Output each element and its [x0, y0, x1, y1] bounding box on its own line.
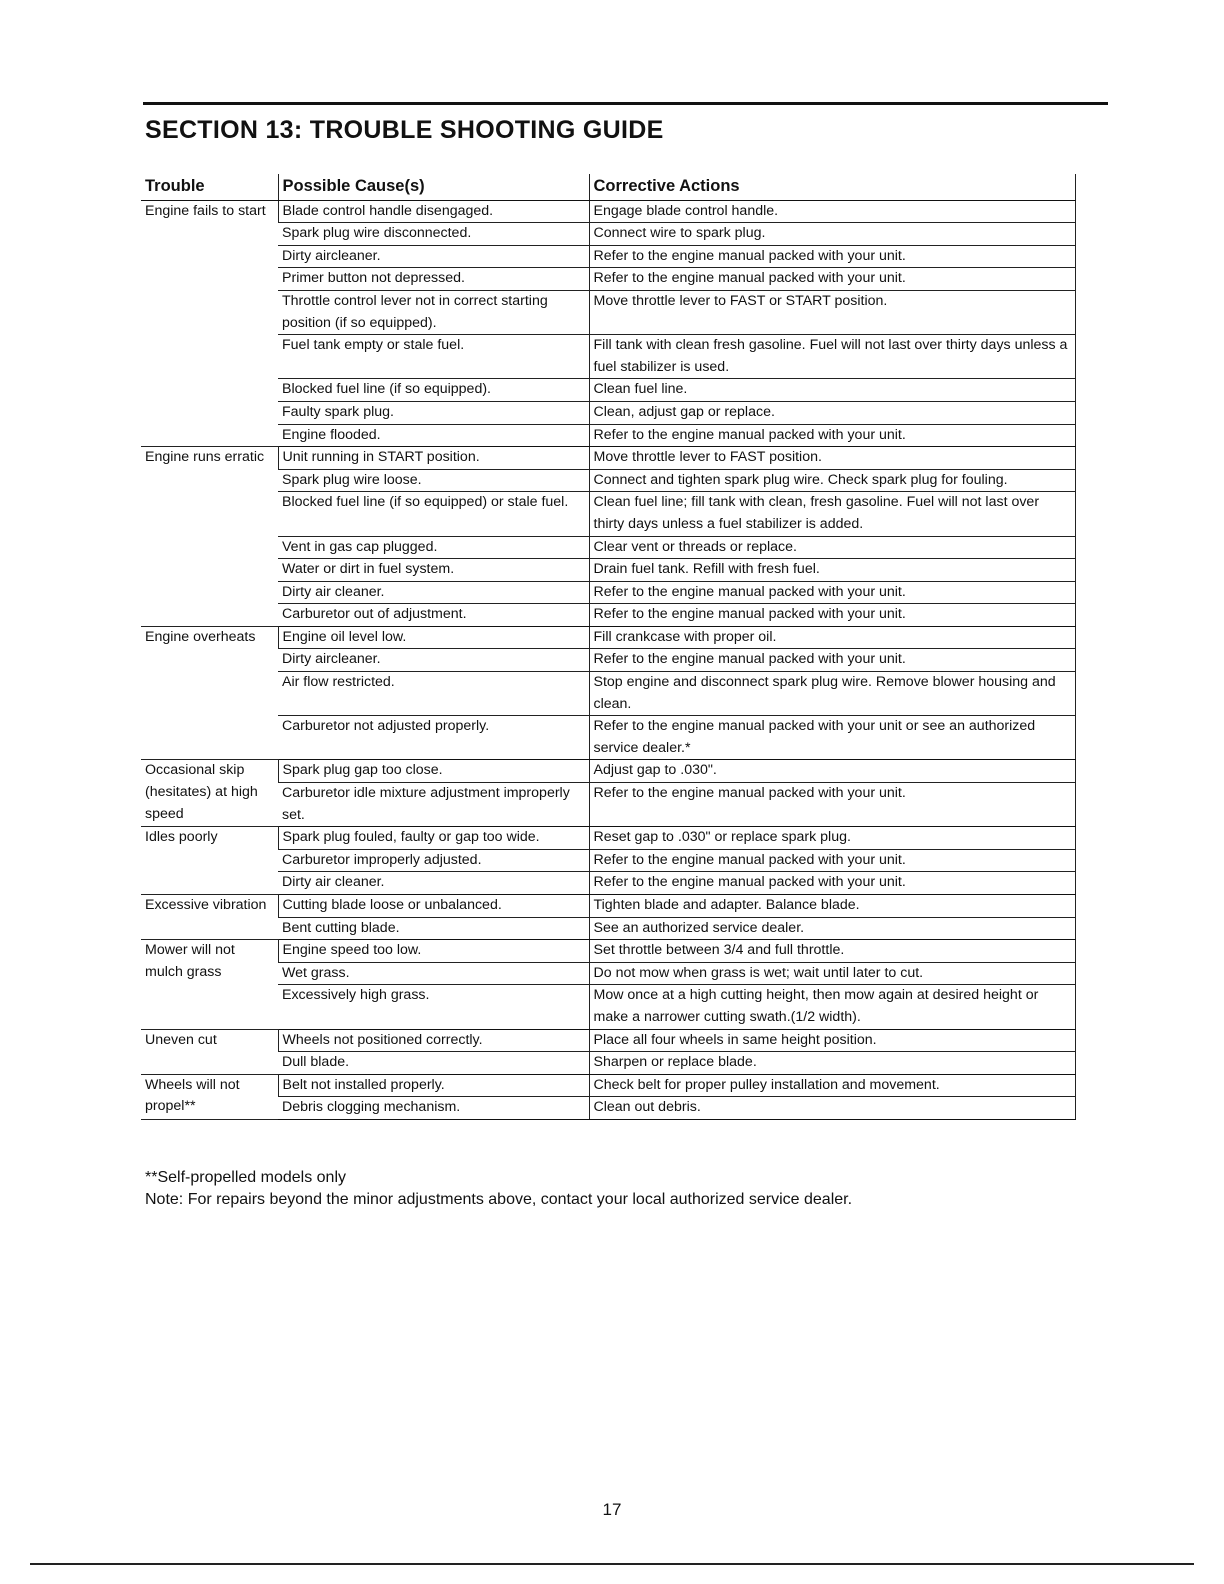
- table-row: [141, 335, 1075, 379]
- trouble-cell: Occasional skip (hesitates) at high speed: [141, 760, 278, 827]
- action-cell: Drain fuel tank. Refill with fresh fuel.: [589, 559, 1075, 582]
- cause-cell: Spark plug wire disconnected.: [278, 223, 589, 246]
- cause-cell: Dirty air cleaner.: [278, 872, 589, 895]
- action-cell: Fill crankcase with proper oil.: [589, 626, 1075, 649]
- trouble-cell: Wheels will not propel**: [141, 1074, 278, 1119]
- cause-cell: Air flow restricted.: [278, 672, 589, 716]
- cause-cell: Vent in gas cap plugged.: [278, 536, 589, 559]
- trouble-cell: Excessive vibration: [141, 895, 278, 940]
- action-cell: Refer to the engine manual packed with your unit.: [589, 268, 1075, 291]
- table-row: [141, 1029, 1075, 1052]
- cause-cell: Unit running in START position.: [278, 447, 589, 470]
- table-row: [141, 401, 1075, 424]
- cause-cell: Throttle control lever not in correct starting position (if so equipped).: [278, 290, 589, 334]
- action-cell: Refer to the engine manual packed with your unit.: [589, 783, 1075, 827]
- cause-cell: Faulty spark plug.: [278, 401, 589, 424]
- cause-cell: Blocked fuel line (if so equipped) or stale fuel.: [278, 492, 589, 536]
- action-cell: Reset gap to .030" or replace spark plug.: [589, 827, 1075, 850]
- table-row: [141, 581, 1075, 604]
- cause-cell: Carburetor improperly adjusted.: [278, 849, 589, 872]
- action-cell: Refer to the engine manual packed with your unit.: [589, 424, 1075, 447]
- trouble-cell: Engine overheats: [141, 626, 278, 760]
- cause-cell: Debris clogging mechanism.: [278, 1097, 589, 1120]
- action-cell: Refer to the engine manual packed with your unit.: [589, 872, 1075, 895]
- table-row: [141, 716, 1075, 760]
- top-rule: [143, 102, 1108, 105]
- trouble-cell: Uneven cut: [141, 1029, 278, 1074]
- trouble-cell: Engine fails to start: [141, 200, 278, 447]
- table-row: [141, 290, 1075, 334]
- action-cell: Do not mow when grass is wet; wait until later to cut.: [589, 962, 1075, 985]
- action-cell: Clean out debris.: [589, 1097, 1075, 1120]
- cause-cell: Primer button not depressed.: [278, 268, 589, 291]
- table-row: [141, 1052, 1075, 1075]
- table-row: [141, 223, 1075, 246]
- action-cell: Clear vent or threads or replace.: [589, 536, 1075, 559]
- table-row: [141, 827, 1075, 850]
- cause-cell: Dirty air cleaner.: [278, 581, 589, 604]
- action-cell: See an authorized service dealer.: [589, 917, 1075, 940]
- action-cell: Set throttle between 3/4 and full throttle.: [589, 940, 1075, 963]
- cause-cell: Spark plug fouled, faulty or gap too wide.: [278, 827, 589, 850]
- troubleshooting-table: [141, 174, 1076, 1120]
- table-row: [141, 760, 1075, 783]
- table-row: [141, 895, 1075, 918]
- action-cell: Connect wire to spark plug.: [589, 223, 1075, 246]
- table-row: [141, 1097, 1075, 1120]
- table-row: [141, 649, 1075, 672]
- cause-cell: Spark plug gap too close.: [278, 760, 589, 783]
- cause-cell: Engine oil level low.: [278, 626, 589, 649]
- cause-cell: Blade control handle disengaged.: [278, 200, 589, 223]
- cause-cell: Wheels not positioned correctly.: [278, 1029, 589, 1052]
- table-row: [141, 424, 1075, 447]
- trouble-cell: Idles poorly: [141, 827, 278, 895]
- cause-cell: Excessively high grass.: [278, 985, 589, 1029]
- page-title: SECTION 13: TROUBLE SHOOTING GUIDE: [145, 116, 664, 144]
- action-cell: Clean, adjust gap or replace.: [589, 401, 1075, 424]
- action-cell: Refer to the engine manual packed with your unit.: [589, 649, 1075, 672]
- table-row: [141, 559, 1075, 582]
- cause-cell: Spark plug wire loose.: [278, 469, 589, 492]
- header-possible-causes: Possible Cause(s): [278, 174, 589, 200]
- action-cell: Adjust gap to .030".: [589, 760, 1075, 783]
- cause-cell: Wet grass.: [278, 962, 589, 985]
- action-cell: Move throttle lever to FAST or START position.: [589, 290, 1075, 334]
- cause-cell: Water or dirt in fuel system.: [278, 559, 589, 582]
- action-cell: Check belt for proper pulley installation and movement.: [589, 1074, 1075, 1097]
- cause-cell: Blocked fuel line (if so equipped).: [278, 379, 589, 402]
- table-row: [141, 604, 1075, 627]
- action-cell: Refer to the engine manual packed with your unit.: [589, 604, 1075, 627]
- cause-cell: Fuel tank empty or stale fuel.: [278, 335, 589, 379]
- table-body: [141, 200, 1075, 1119]
- table-row: [141, 536, 1075, 559]
- action-cell: Place all four wheels in same height position.: [589, 1029, 1075, 1052]
- table-row: [141, 962, 1075, 985]
- cause-cell: Carburetor not adjusted properly.: [278, 716, 589, 760]
- cause-cell: Cutting blade loose or unbalanced.: [278, 895, 589, 918]
- table-row: [141, 492, 1075, 536]
- cause-cell: Dirty aircleaner.: [278, 245, 589, 268]
- action-cell: Sharpen or replace blade.: [589, 1052, 1075, 1075]
- header-trouble: Trouble: [141, 174, 278, 200]
- table-row: [141, 672, 1075, 716]
- trouble-cell: Engine runs erratic: [141, 447, 278, 627]
- action-cell: Clean fuel line; fill tank with clean, fresh gasoline. Fuel will not last over thirty days unless a fuel stabilizer is added.: [589, 492, 1075, 536]
- action-cell: Tighten blade and adapter. Balance blade.: [589, 895, 1075, 918]
- action-cell: Engage blade control handle.: [589, 200, 1075, 223]
- table-row: [141, 268, 1075, 291]
- table-row: [141, 245, 1075, 268]
- footnotes: [145, 1167, 852, 1211]
- cause-cell: Bent cutting blade.: [278, 917, 589, 940]
- action-cell: Refer to the engine manual packed with your unit or see an authorized service dealer.*: [589, 716, 1075, 760]
- action-cell: Fill tank with clean fresh gasoline. Fuel will not last over thirty days unless a fuel stabilizer is used.: [589, 335, 1075, 379]
- table-row: [141, 447, 1075, 470]
- table-row: [141, 985, 1075, 1029]
- cause-cell: Engine speed too low.: [278, 940, 589, 963]
- header-corrective-actions: Corrective Actions: [589, 174, 1075, 200]
- table-header-row: [141, 174, 1075, 200]
- table-row: [141, 379, 1075, 402]
- table-row: [141, 849, 1075, 872]
- table-row: [141, 626, 1075, 649]
- cause-cell: Dull blade.: [278, 1052, 589, 1075]
- table-row: [141, 940, 1075, 963]
- action-cell: Connect and tighten spark plug wire. Check spark plug for fouling.: [589, 469, 1075, 492]
- trouble-cell: Mower will not mulch grass: [141, 940, 278, 1029]
- table-row: [141, 783, 1075, 827]
- action-cell: Refer to the engine manual packed with your unit.: [589, 849, 1075, 872]
- action-cell: Refer to the engine manual packed with your unit.: [589, 581, 1075, 604]
- bottom-rule: [30, 1563, 1194, 1565]
- action-cell: Refer to the engine manual packed with your unit.: [589, 245, 1075, 268]
- service-note: Note: For repairs beyond the minor adjustments above, contact your local authorized service dealer.: [145, 1191, 853, 1208]
- footnote-self-propelled: **Self-propelled models only: [145, 1169, 346, 1186]
- action-cell: Clean fuel line.: [589, 379, 1075, 402]
- cause-cell: Engine flooded.: [278, 424, 589, 447]
- table-row: [141, 469, 1075, 492]
- table-row: [141, 917, 1075, 940]
- table-row: [141, 872, 1075, 895]
- action-cell: Move throttle lever to FAST position.: [589, 447, 1075, 470]
- page-number: 17: [602, 1500, 622, 1519]
- cause-cell: Belt not installed properly.: [278, 1074, 589, 1097]
- action-cell: Stop engine and disconnect spark plug wire. Remove blower housing and clean.: [589, 672, 1075, 716]
- cause-cell: Carburetor out of adjustment.: [278, 604, 589, 627]
- cause-cell: Carburetor idle mixture adjustment improperly set.: [278, 783, 589, 827]
- table-row: [141, 200, 1075, 223]
- action-cell: Mow once at a high cutting height, then mow again at desired height or make a narrower cutting swath.(1/2 width).: [589, 985, 1075, 1029]
- table-row: [141, 1074, 1075, 1097]
- cause-cell: Dirty aircleaner.: [278, 649, 589, 672]
